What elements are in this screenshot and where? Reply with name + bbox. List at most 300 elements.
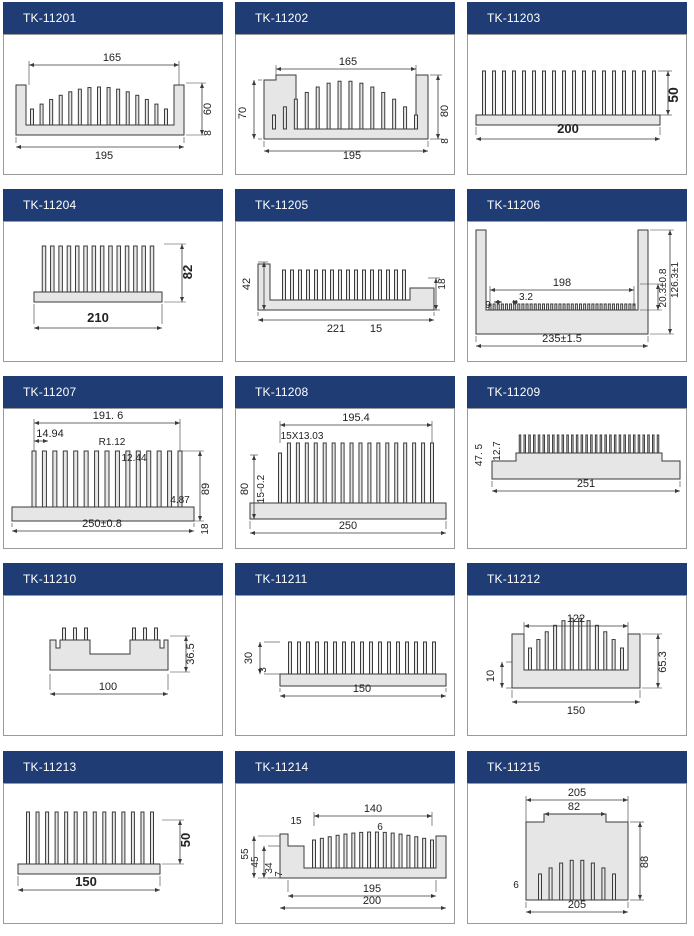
arrow-head <box>276 67 281 71</box>
fin <box>100 246 104 292</box>
profile-drawing-frame <box>467 783 687 924</box>
fin <box>621 648 624 670</box>
fin <box>92 246 96 292</box>
arrow-head <box>497 300 502 304</box>
fin <box>399 834 402 868</box>
arrow-head <box>314 814 319 818</box>
fin <box>155 628 158 640</box>
dimension-label: 195 <box>342 150 362 162</box>
fin <box>624 435 626 453</box>
fin <box>59 95 62 125</box>
profile-drawing <box>468 222 686 361</box>
fin <box>503 71 506 115</box>
fin <box>126 92 129 125</box>
dimension-label: 15-0.2 <box>256 474 267 504</box>
profile-drawing <box>468 35 686 174</box>
fin <box>31 109 34 125</box>
arrow-head <box>262 846 266 851</box>
fin <box>371 270 374 300</box>
fin <box>299 270 302 300</box>
fin <box>42 246 46 292</box>
arrow-head <box>655 137 660 141</box>
dimension-label: 122 <box>566 613 586 625</box>
profile-drawing <box>468 784 686 923</box>
fin <box>543 435 545 453</box>
fin <box>136 95 139 125</box>
fin <box>368 443 371 503</box>
product-code: TK-11209 <box>467 376 687 408</box>
fin <box>572 435 574 453</box>
profile-drawing-frame <box>235 595 455 736</box>
fin <box>386 443 389 503</box>
fin <box>133 628 136 640</box>
dimension-label: 195.4 <box>342 412 370 424</box>
product-code: TK-11208 <box>235 376 455 408</box>
fin <box>395 443 398 503</box>
dimension-label: 9 <box>485 300 491 311</box>
fin <box>567 304 569 310</box>
fin <box>562 621 565 670</box>
arrow-head <box>429 318 434 322</box>
product-card <box>467 563 687 736</box>
fin <box>305 443 308 503</box>
arrow-head <box>490 288 495 292</box>
fin <box>74 812 77 864</box>
arrow-head <box>250 531 255 535</box>
dimension-label: 50 <box>665 87 681 103</box>
profile-drawing <box>4 222 222 361</box>
product-code: TK-11211 <box>235 563 455 595</box>
arrow-head <box>623 624 628 628</box>
fin <box>305 92 308 129</box>
arrow-head <box>252 80 256 85</box>
fin <box>95 451 99 507</box>
arrow-head <box>184 667 188 672</box>
dimension-label: 150 <box>566 705 586 717</box>
profile-drawing-frame <box>467 34 687 175</box>
fin <box>625 304 627 310</box>
arrow-head <box>524 624 529 628</box>
arrow-head <box>280 906 285 910</box>
fin <box>279 453 282 503</box>
profile-drawing <box>4 409 222 548</box>
fin <box>633 435 635 453</box>
arrow-head <box>434 305 438 310</box>
arrow-head <box>643 344 648 348</box>
product-card <box>467 2 687 175</box>
dimension-label: 221 <box>326 323 346 335</box>
arrow-head <box>500 662 504 667</box>
fin <box>415 837 418 868</box>
arrow-head <box>423 149 428 153</box>
fin <box>596 304 598 310</box>
arrow-head <box>492 489 497 493</box>
fin <box>483 71 486 115</box>
fin <box>51 246 55 292</box>
fin <box>431 840 434 868</box>
dimension-label: 14.94 <box>36 428 64 440</box>
fin <box>505 304 507 310</box>
product-card <box>235 376 455 549</box>
fin <box>600 435 602 453</box>
fin <box>603 71 606 115</box>
fin <box>563 304 565 310</box>
fin <box>533 71 536 115</box>
fin <box>543 71 546 115</box>
profile-drawing-frame <box>235 783 455 924</box>
dimension-label: 198 <box>552 277 572 289</box>
fin <box>352 642 355 674</box>
dimension-label: 15 <box>290 816 302 827</box>
profile-drawing <box>236 35 454 174</box>
dimension-label: 150 <box>352 683 372 695</box>
fin <box>604 304 606 310</box>
fin <box>141 812 144 864</box>
dimension-label: 3.2 <box>519 292 533 303</box>
fin <box>344 834 347 868</box>
fin <box>42 451 46 507</box>
profile-outline <box>250 503 446 519</box>
dimension-label: 12.7 <box>492 441 503 461</box>
fin <box>403 270 406 300</box>
fin <box>522 304 524 310</box>
fin <box>112 812 115 864</box>
fin <box>529 435 531 453</box>
fin <box>501 304 503 310</box>
fin <box>583 71 586 115</box>
fin <box>368 832 371 868</box>
fin <box>316 87 319 129</box>
profile-drawing-frame <box>3 408 223 549</box>
profile-outline <box>18 864 160 874</box>
arrow-head <box>18 888 23 892</box>
arrow-head <box>280 694 285 698</box>
arrow-head <box>179 145 184 149</box>
profile-drawing-frame <box>235 34 455 175</box>
fin <box>581 860 584 900</box>
fin <box>433 642 436 674</box>
fin <box>621 304 623 310</box>
product-card <box>3 751 223 924</box>
fin <box>591 863 594 900</box>
fin <box>334 642 337 674</box>
fin <box>53 451 57 507</box>
dimension-label: 15 <box>369 323 383 335</box>
arrow-head <box>512 700 517 704</box>
dimension-label: 45 <box>250 856 261 868</box>
arrow-head <box>155 888 160 892</box>
fin <box>592 304 594 310</box>
fin <box>84 812 87 864</box>
arrow-head <box>198 451 202 456</box>
dimension-label: 165 <box>102 52 122 64</box>
dimension-label: 36.5 <box>185 643 197 665</box>
arrow-head <box>198 516 202 521</box>
product-code: TK-11213 <box>3 751 223 783</box>
dimension-label: 80 <box>239 482 251 496</box>
fin <box>283 107 286 129</box>
fin <box>117 246 121 292</box>
dimension-label: 88 <box>639 855 651 869</box>
fin <box>98 87 101 125</box>
arrow-head <box>656 683 660 688</box>
profile-drawing-frame <box>3 221 223 362</box>
arrow-head <box>675 489 680 493</box>
fin <box>339 270 342 300</box>
fin <box>360 83 363 129</box>
product-card <box>235 563 455 736</box>
fin <box>371 87 374 129</box>
fin <box>584 304 586 310</box>
fin <box>55 812 58 864</box>
arrow-head <box>623 798 628 802</box>
profile-drawing <box>236 409 454 548</box>
dimension-label: 210 <box>87 310 109 325</box>
fin <box>395 270 398 300</box>
profile-outline <box>34 292 162 302</box>
fin <box>623 71 626 115</box>
dimension-label: 165 <box>338 56 358 68</box>
product-code: TK-11201 <box>3 2 223 34</box>
fin <box>407 835 410 868</box>
fin <box>555 304 557 310</box>
dimension-label: 200 <box>557 121 579 136</box>
fin <box>388 642 391 674</box>
fin <box>424 642 427 674</box>
fin <box>415 115 418 129</box>
dimension-label: 18 <box>437 278 448 290</box>
arrow-head <box>252 836 256 841</box>
dimension-label: 82 <box>567 801 581 813</box>
fin <box>548 435 550 453</box>
dimension-label: 34 <box>264 862 275 874</box>
fin <box>155 104 158 125</box>
fin <box>387 270 390 300</box>
product-card <box>467 189 687 362</box>
profile-drawing <box>236 222 454 361</box>
fin <box>600 304 602 310</box>
dimension-label: 7 <box>274 871 285 877</box>
product-code: TK-11202 <box>235 2 455 34</box>
arrow-head <box>666 71 670 76</box>
fin <box>530 304 532 310</box>
fin <box>336 835 339 868</box>
fin <box>404 443 407 503</box>
fin <box>586 435 588 453</box>
arrow-head <box>427 423 432 427</box>
profile-outline <box>50 640 168 670</box>
fin <box>294 99 297 129</box>
fin <box>355 270 358 300</box>
fin <box>291 270 294 300</box>
fin <box>591 435 593 453</box>
arrow-head <box>252 455 256 460</box>
profile-drawing <box>468 596 686 735</box>
dimension-label: 126.3±1 <box>670 261 681 299</box>
fin <box>559 304 561 310</box>
dimension-label: 8 <box>440 138 451 144</box>
arrow-head <box>174 63 179 67</box>
fin <box>545 632 548 670</box>
fin <box>613 874 616 900</box>
arrow-head <box>34 326 39 330</box>
fin <box>75 246 79 292</box>
fin <box>157 451 161 507</box>
dimension-label: 205 <box>567 787 587 799</box>
fin <box>613 71 616 115</box>
fin <box>151 812 154 864</box>
product-card <box>3 2 223 175</box>
fin <box>497 304 499 310</box>
fin <box>359 443 362 503</box>
fin <box>150 246 154 292</box>
fin <box>323 443 326 503</box>
fin <box>107 88 110 125</box>
dimension-label: 42 <box>241 277 253 291</box>
fin <box>608 304 610 310</box>
arrow-head <box>175 421 180 425</box>
dimension-label: 6 <box>513 880 519 891</box>
dimension-label: 82 <box>180 264 195 280</box>
arrow-head <box>500 683 504 688</box>
arrow-head <box>178 859 182 864</box>
fin <box>315 270 318 300</box>
product-card <box>467 376 687 549</box>
fin <box>563 71 566 115</box>
fin <box>117 89 120 125</box>
fin <box>307 642 310 674</box>
fin <box>610 435 612 453</box>
arrow-head <box>163 692 168 696</box>
product-code: TK-11215 <box>467 751 687 783</box>
arrow-head <box>476 344 481 348</box>
fin <box>612 640 615 670</box>
fin <box>595 435 597 453</box>
arrow-head <box>436 75 440 80</box>
fin <box>514 304 516 310</box>
profile-drawing-frame <box>467 408 687 549</box>
fin <box>383 832 386 868</box>
arrow-head <box>16 145 21 149</box>
profile-drawing-frame <box>467 221 687 362</box>
fin <box>557 435 559 453</box>
fin <box>612 304 614 310</box>
fin <box>122 812 125 864</box>
arrow-head <box>180 297 184 302</box>
fin <box>165 109 168 125</box>
dimension-label: 60 <box>202 102 214 116</box>
arrow-head <box>258 318 263 322</box>
fin <box>614 435 616 453</box>
arrow-head <box>50 692 55 696</box>
fin <box>377 443 380 503</box>
profile-drawing-frame <box>3 783 223 924</box>
fin <box>587 621 590 670</box>
arrow-head <box>288 894 293 898</box>
fin <box>562 435 564 453</box>
fin <box>423 838 426 868</box>
fin <box>393 99 396 129</box>
fin <box>581 435 583 453</box>
dimension-label: 12.44 <box>121 453 147 464</box>
fin <box>422 443 425 503</box>
fin <box>370 642 373 674</box>
product-card <box>235 751 455 924</box>
arrow-head <box>638 895 642 900</box>
fin <box>347 270 350 300</box>
product-card <box>235 2 455 175</box>
dimension-label: 4.87 <box>170 495 190 506</box>
profile-drawing <box>468 409 686 548</box>
fin <box>595 625 598 670</box>
fin <box>84 451 88 507</box>
fin <box>571 304 573 310</box>
profile-drawing <box>236 784 454 923</box>
fin <box>629 304 631 310</box>
dimension-label: 10 <box>485 669 497 683</box>
fin <box>431 443 434 503</box>
arrow-head <box>264 149 269 153</box>
fin <box>338 81 341 129</box>
fin <box>283 270 286 300</box>
dimension-label: 250±0.8 <box>82 518 122 530</box>
product-card <box>3 563 223 736</box>
fin <box>643 71 646 115</box>
fin <box>510 304 512 310</box>
fin <box>298 642 301 674</box>
fin <box>134 246 138 292</box>
dimension-label: 200 <box>362 895 382 907</box>
product-card <box>235 189 455 362</box>
fin <box>593 71 596 115</box>
fin <box>379 642 382 674</box>
dimension-label: 15X13.03 <box>280 431 324 442</box>
arrow-head <box>427 814 432 818</box>
fin <box>105 451 109 507</box>
arrow-head <box>526 798 531 802</box>
fin <box>85 628 88 640</box>
fin <box>46 812 49 864</box>
arrow-head <box>526 910 531 914</box>
arrow-head <box>180 244 184 249</box>
fin <box>547 304 549 310</box>
arrow-head <box>476 137 481 141</box>
product-code: TK-11205 <box>235 189 455 221</box>
fin <box>375 832 378 868</box>
fin <box>553 435 555 453</box>
fin <box>328 837 331 868</box>
arrow-head <box>34 421 39 425</box>
profile-drawing-frame <box>3 595 223 736</box>
fin <box>327 83 330 129</box>
fin <box>493 71 496 115</box>
fin <box>360 832 363 868</box>
fin <box>352 833 355 868</box>
dimension-label: 20.3±0.8 <box>658 268 669 308</box>
product-card <box>3 376 223 549</box>
fin <box>657 435 659 453</box>
product-card <box>467 751 687 924</box>
product-code: TK-11207 <box>3 376 223 408</box>
fin <box>316 642 319 674</box>
fin <box>379 270 382 300</box>
fin <box>144 628 147 640</box>
arrow-head <box>157 326 162 330</box>
fin <box>74 451 78 507</box>
fin <box>320 838 323 868</box>
arrow-head <box>189 529 194 533</box>
dimension-label: 205 <box>567 899 587 911</box>
